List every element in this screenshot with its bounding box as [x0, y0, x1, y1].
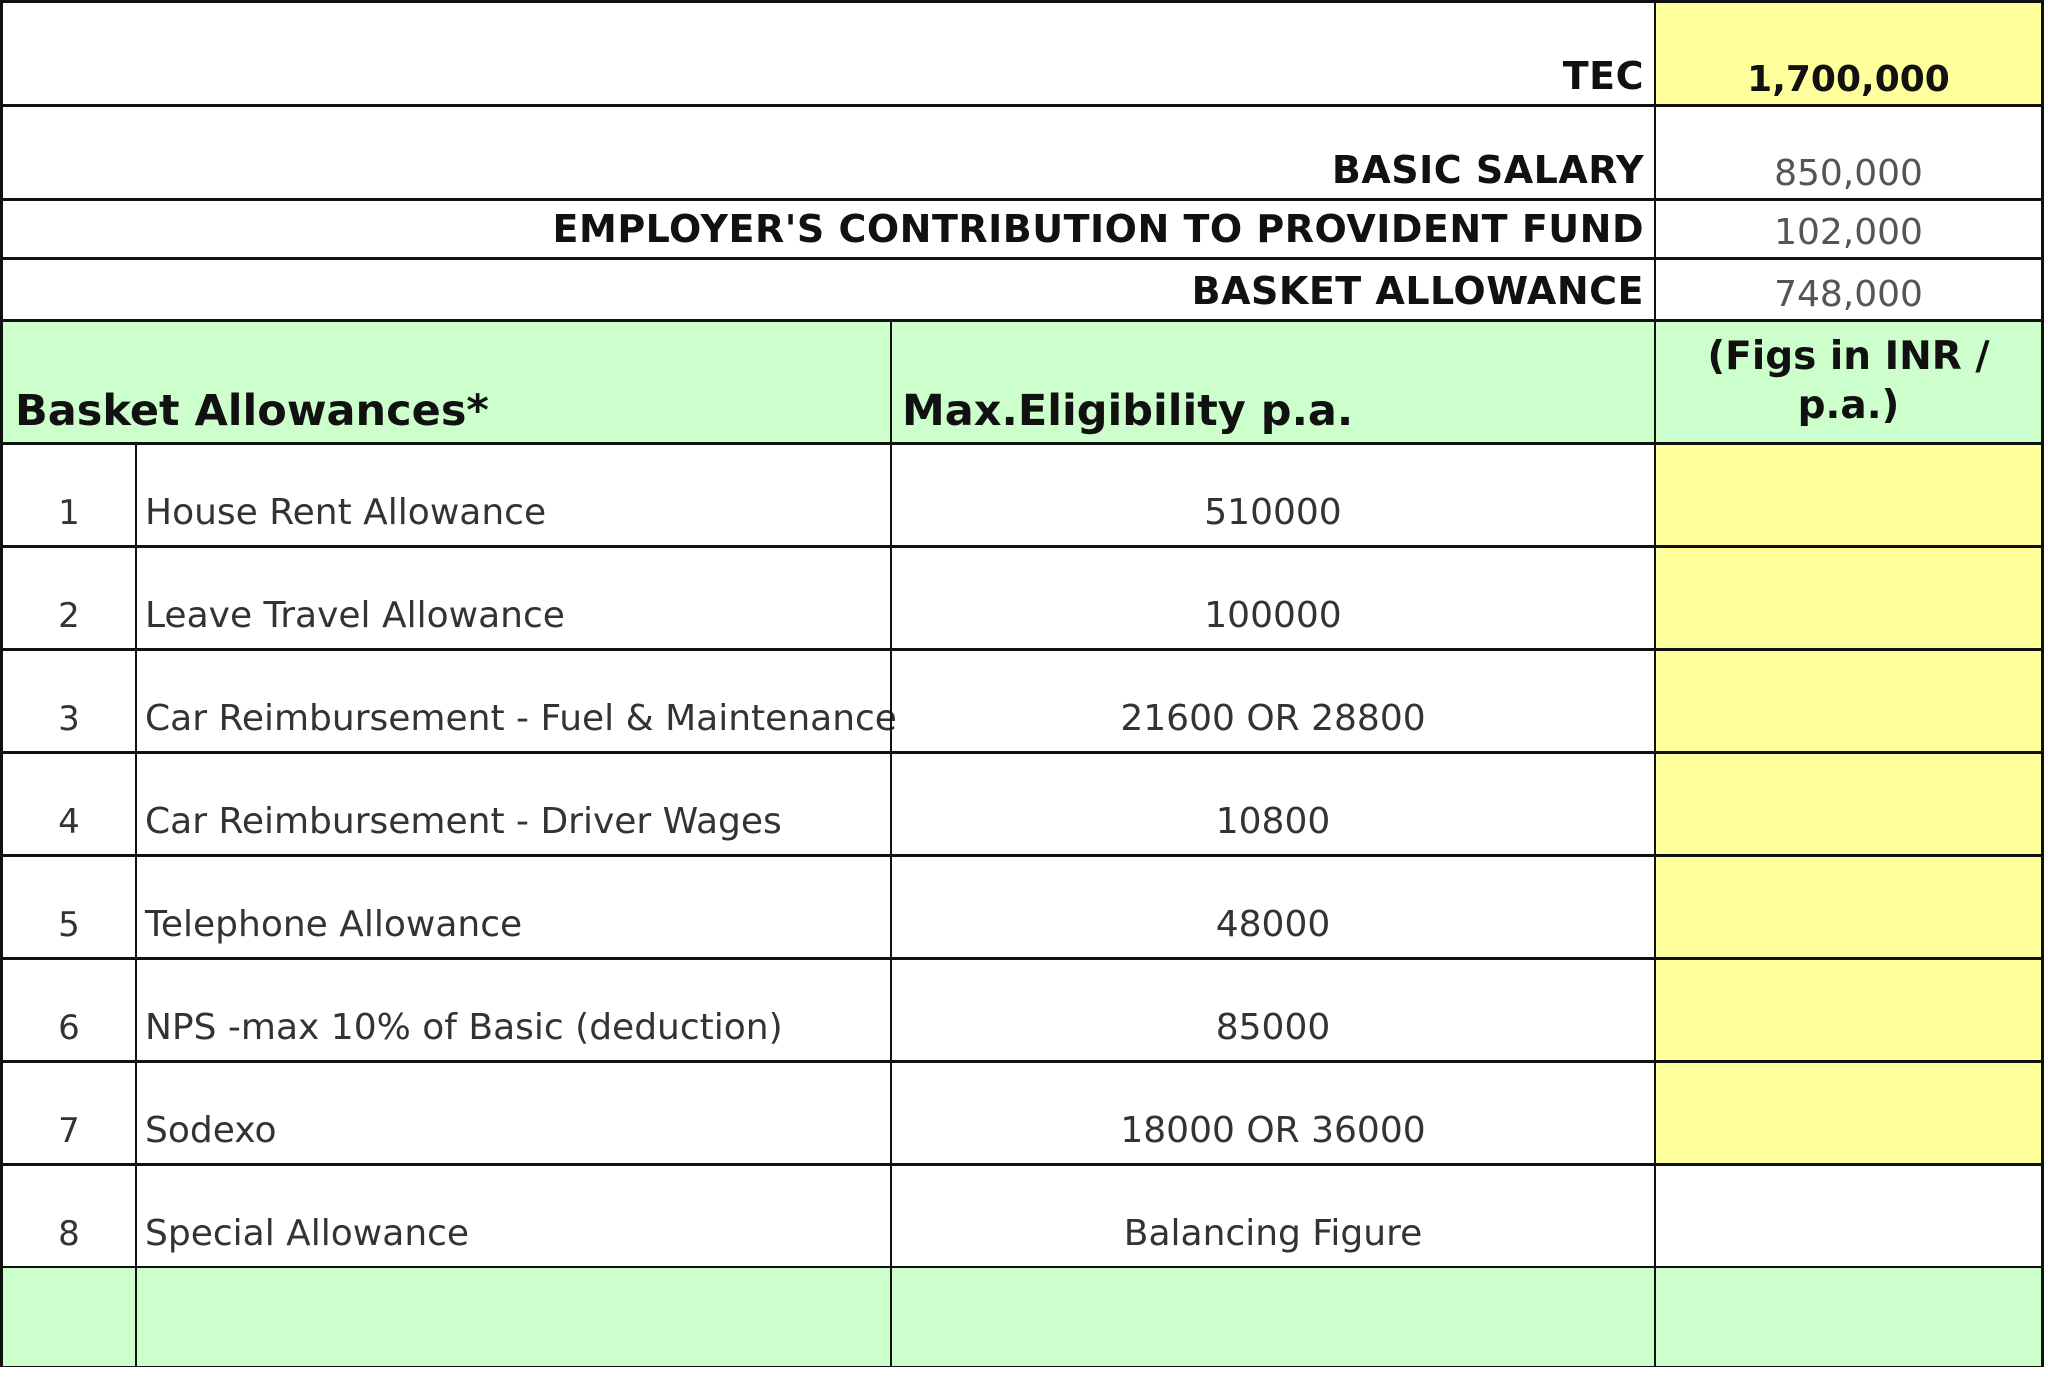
table-row	[3, 857, 2041, 960]
allowance-name: NPS -max 10% of Basic (deduction)	[135, 960, 890, 1060]
pf-label: EMPLOYER'S CONTRIBUTION TO PROVIDENT FUND	[552, 207, 1644, 251]
row-number: 8	[58, 1214, 80, 1254]
row-number: 3	[58, 699, 80, 739]
basic-salary-label: BASIC SALARY	[1331, 148, 1644, 192]
table-row	[3, 548, 2041, 651]
allowance-name: Car Reimbursement - Fuel & Maintenance	[135, 651, 890, 751]
allowance-name: Sodexo	[135, 1063, 890, 1163]
allowance-amount-input[interactable]	[1654, 651, 2041, 751]
row-number: 5	[58, 905, 80, 945]
table-row	[3, 1063, 2041, 1166]
header-figures	[1654, 322, 2041, 442]
header-figures-line1: (Figs in INR /	[1707, 334, 1990, 380]
max-eligibility: 85000	[890, 960, 1654, 1060]
max-eligibility: 21600 OR 28800	[890, 651, 1654, 751]
allowance-amount-input[interactable]	[1654, 1166, 2041, 1266]
total-num-cell	[3, 1268, 135, 1366]
row-number: 2	[58, 596, 80, 636]
table-header-row	[3, 322, 2041, 445]
allowance-amount-input[interactable]	[1654, 1063, 2041, 1163]
total-eligibility-cell	[890, 1268, 1654, 1366]
basic-salary-row	[3, 107, 2041, 201]
total-name-cell	[135, 1268, 890, 1366]
basket-allowance-value: 748,000	[1654, 260, 2041, 319]
table-row	[3, 1166, 2041, 1269]
allowance-amount-input[interactable]	[1654, 754, 2041, 854]
table-row	[3, 754, 2041, 857]
basket-allowance-row	[3, 260, 2041, 322]
allowance-name: Special Allowance	[135, 1166, 890, 1266]
tec-value[interactable]: 1,700,000	[1654, 3, 2041, 104]
basic-salary-value: 850,000	[1654, 107, 2041, 198]
allowance-amount-input[interactable]	[1654, 548, 2041, 648]
basket-allowance-label: BASKET ALLOWANCE	[1191, 269, 1644, 313]
row-number: 6	[58, 1008, 80, 1048]
max-eligibility: 48000	[890, 857, 1654, 957]
pf-value: 102,000	[1654, 201, 2041, 257]
pf-row	[3, 201, 2041, 260]
max-eligibility: 10800	[890, 754, 1654, 854]
header-figures-line2: p.a.)	[1797, 383, 1900, 428]
allowance-name: House Rent Allowance	[135, 445, 890, 545]
max-eligibility: 510000	[890, 445, 1654, 545]
allowance-amount-input[interactable]	[1654, 960, 2041, 1060]
allowance-name: Car Reimbursement - Driver Wages	[135, 754, 890, 854]
header-basket-allowances: Basket Allowances*	[15, 386, 489, 436]
allowance-amount-input[interactable]	[1654, 857, 2041, 957]
allowance-amount-input[interactable]	[1654, 445, 2041, 545]
allowance-name: Leave Travel Allowance	[135, 548, 890, 648]
total-value-cell[interactable]	[1654, 1268, 2041, 1366]
tec-label: TEC	[1562, 54, 1644, 98]
table-row	[3, 445, 2041, 548]
row-number: 1	[58, 493, 80, 533]
max-eligibility: 100000	[890, 548, 1654, 648]
row-number: 4	[58, 802, 80, 842]
max-eligibility: 18000 OR 36000	[890, 1063, 1654, 1163]
header-max-eligibility: Max.Eligibility p.a.	[890, 322, 1654, 442]
total-row	[3, 1268, 2041, 1366]
table-row	[3, 960, 2041, 1063]
row-number: 7	[58, 1111, 80, 1151]
max-eligibility: Balancing Figure	[890, 1166, 1654, 1266]
allowance-name: Telephone Allowance	[135, 857, 890, 957]
tec-row	[3, 3, 2041, 107]
table-row	[3, 651, 2041, 754]
